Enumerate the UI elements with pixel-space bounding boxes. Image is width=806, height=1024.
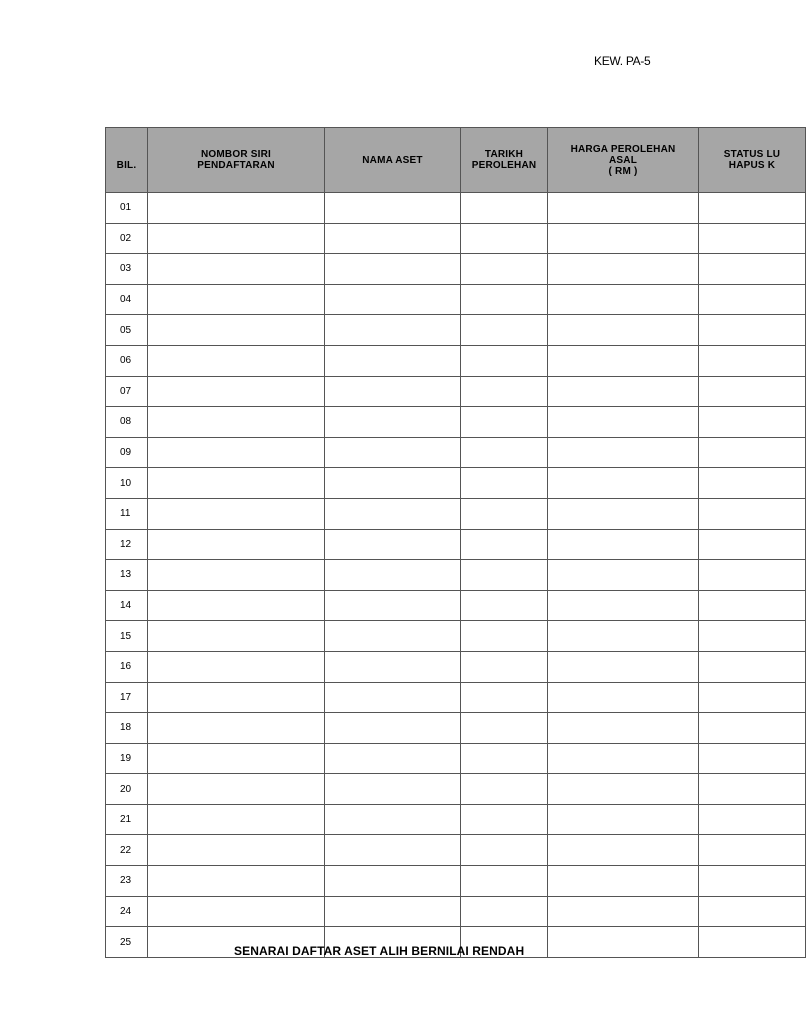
table-row	[106, 254, 806, 285]
harga-cell[interactable]	[548, 804, 699, 835]
bil-cell: 01	[106, 193, 148, 224]
tarikh-cell[interactable]	[461, 376, 548, 407]
table-caption: SENARAI DAFTAR ASET ALIH BERNILAI RENDAH	[234, 944, 525, 958]
nombor-siri-cell[interactable]	[148, 254, 325, 285]
nama-aset-cell[interactable]	[325, 560, 461, 591]
header-nombor-siri: NOMBOR SIRI PENDAFTARAN	[148, 128, 325, 193]
table-row	[106, 560, 806, 591]
table-row	[106, 315, 806, 346]
header-tarikh-perolehan: TARIKH PEROLEHAN	[461, 128, 548, 193]
table-row	[106, 651, 806, 682]
tarikh-cell[interactable]	[461, 743, 548, 774]
nombor-siri-cell[interactable]	[148, 896, 325, 927]
bil-cell: 07	[106, 376, 148, 407]
nama-aset-cell[interactable]	[325, 651, 461, 682]
table-row	[106, 713, 806, 744]
nombor-siri-cell[interactable]	[148, 529, 325, 560]
tarikh-cell[interactable]	[461, 315, 548, 346]
bil-cell: 09	[106, 437, 148, 468]
nombor-siri-cell[interactable]	[148, 651, 325, 682]
nombor-siri-cell[interactable]	[148, 468, 325, 499]
nombor-siri-cell[interactable]	[148, 590, 325, 621]
harga-cell[interactable]	[548, 621, 699, 652]
status-cell[interactable]	[699, 804, 806, 835]
status-cell[interactable]	[699, 315, 806, 346]
table-row	[106, 284, 806, 315]
bil-cell: 19	[106, 743, 148, 774]
tarikh-cell[interactable]	[461, 621, 548, 652]
harga-cell[interactable]	[548, 407, 699, 438]
status-cell[interactable]	[699, 345, 806, 376]
nama-aset-cell[interactable]	[325, 376, 461, 407]
table-row	[106, 866, 806, 897]
tarikh-cell[interactable]	[461, 468, 548, 499]
tarikh-cell[interactable]	[461, 254, 548, 285]
nama-aset-cell[interactable]	[325, 468, 461, 499]
tarikh-cell[interactable]	[461, 498, 548, 529]
table-row	[106, 223, 806, 254]
form-code: KEW. PA-5	[594, 54, 651, 68]
harga-cell[interactable]	[548, 560, 699, 591]
harga-cell[interactable]	[548, 682, 699, 713]
status-cell[interactable]	[699, 590, 806, 621]
nombor-siri-cell[interactable]	[148, 498, 325, 529]
nama-aset-cell[interactable]	[325, 529, 461, 560]
bil-cell: 06	[106, 345, 148, 376]
tarikh-cell[interactable]	[461, 774, 548, 805]
nama-aset-cell[interactable]	[325, 254, 461, 285]
harga-cell[interactable]	[548, 835, 699, 866]
nombor-siri-cell[interactable]	[148, 315, 325, 346]
bil-cell: 25	[106, 927, 148, 958]
status-cell[interactable]	[699, 927, 806, 958]
nama-aset-cell[interactable]	[325, 743, 461, 774]
harga-cell[interactable]	[548, 498, 699, 529]
table-row	[106, 468, 806, 499]
table-row	[106, 193, 806, 224]
bil-cell: 13	[106, 560, 148, 591]
tarikh-cell[interactable]	[461, 835, 548, 866]
tarikh-cell[interactable]	[461, 682, 548, 713]
nama-aset-cell[interactable]	[325, 345, 461, 376]
nombor-siri-cell[interactable]	[148, 713, 325, 744]
tarikh-cell[interactable]	[461, 651, 548, 682]
bil-cell: 12	[106, 529, 148, 560]
header-status: STATUS LU HAPUS K	[699, 128, 806, 193]
status-cell[interactable]	[699, 621, 806, 652]
asset-register-table	[105, 127, 806, 958]
bil-cell: 05	[106, 315, 148, 346]
harga-cell[interactable]	[548, 315, 699, 346]
tarikh-cell[interactable]	[461, 896, 548, 927]
tarikh-cell[interactable]	[461, 560, 548, 591]
bil-cell: 18	[106, 713, 148, 744]
tarikh-cell[interactable]	[461, 407, 548, 438]
nombor-siri-cell[interactable]	[148, 743, 325, 774]
nombor-siri-cell[interactable]	[148, 804, 325, 835]
tarikh-cell[interactable]	[461, 529, 548, 560]
harga-cell[interactable]	[548, 713, 699, 744]
table-row	[106, 498, 806, 529]
tarikh-cell[interactable]	[461, 345, 548, 376]
nombor-siri-cell[interactable]	[148, 437, 325, 468]
nombor-siri-cell[interactable]	[148, 345, 325, 376]
nama-aset-cell[interactable]	[325, 437, 461, 468]
status-cell[interactable]	[699, 407, 806, 438]
status-cell[interactable]	[699, 682, 806, 713]
nama-aset-cell[interactable]	[325, 590, 461, 621]
nombor-siri-cell[interactable]	[148, 407, 325, 438]
harga-cell[interactable]	[548, 254, 699, 285]
harga-cell[interactable]	[548, 651, 699, 682]
table-row	[106, 437, 806, 468]
nama-aset-cell[interactable]	[325, 223, 461, 254]
status-cell[interactable]	[699, 529, 806, 560]
header-harga-perolehan: HARGA PEROLEHAN ASAL ( RM )	[548, 128, 699, 193]
status-cell[interactable]	[699, 896, 806, 927]
nama-aset-cell[interactable]	[325, 407, 461, 438]
tarikh-cell[interactable]	[461, 713, 548, 744]
harga-cell[interactable]	[548, 284, 699, 315]
nombor-siri-cell[interactable]	[148, 223, 325, 254]
status-cell[interactable]	[699, 866, 806, 897]
status-cell[interactable]	[699, 560, 806, 591]
nombor-siri-cell[interactable]	[148, 560, 325, 591]
status-cell[interactable]	[699, 774, 806, 805]
nama-aset-cell[interactable]	[325, 284, 461, 315]
nama-aset-cell[interactable]	[325, 866, 461, 897]
harga-cell[interactable]	[548, 468, 699, 499]
table-row	[106, 376, 806, 407]
status-cell[interactable]	[699, 651, 806, 682]
status-cell[interactable]	[699, 713, 806, 744]
header-nama-aset: NAMA ASET	[325, 128, 461, 193]
table-row	[106, 682, 806, 713]
harga-cell[interactable]	[548, 927, 699, 958]
bil-cell: 03	[106, 254, 148, 285]
tarikh-cell[interactable]	[461, 866, 548, 897]
nama-aset-cell[interactable]	[325, 315, 461, 346]
nombor-siri-cell[interactable]	[148, 866, 325, 897]
bil-cell: 16	[106, 651, 148, 682]
harga-cell[interactable]	[548, 866, 699, 897]
status-cell[interactable]	[699, 468, 806, 499]
bil-cell: 04	[106, 284, 148, 315]
nama-aset-cell[interactable]	[325, 835, 461, 866]
tarikh-cell[interactable]	[461, 193, 548, 224]
table-row	[106, 590, 806, 621]
harga-cell[interactable]	[548, 743, 699, 774]
bil-cell: 15	[106, 621, 148, 652]
status-cell[interactable]	[699, 498, 806, 529]
bil-cell: 24	[106, 896, 148, 927]
harga-cell[interactable]	[548, 223, 699, 254]
nombor-siri-cell[interactable]	[148, 193, 325, 224]
harga-cell[interactable]	[548, 774, 699, 805]
tarikh-cell[interactable]	[461, 223, 548, 254]
table-row	[106, 835, 806, 866]
harga-cell[interactable]	[548, 193, 699, 224]
nombor-siri-cell[interactable]	[148, 621, 325, 652]
harga-cell[interactable]	[548, 437, 699, 468]
table-row	[106, 896, 806, 927]
nama-aset-cell[interactable]	[325, 193, 461, 224]
harga-cell[interactable]	[548, 345, 699, 376]
tarikh-cell[interactable]	[461, 804, 548, 835]
status-cell[interactable]	[699, 743, 806, 774]
harga-cell[interactable]	[548, 590, 699, 621]
nama-aset-cell[interactable]	[325, 682, 461, 713]
nombor-siri-cell[interactable]	[148, 376, 325, 407]
nama-aset-cell[interactable]	[325, 804, 461, 835]
bil-cell: 17	[106, 682, 148, 713]
nama-aset-cell[interactable]	[325, 498, 461, 529]
status-cell[interactable]	[699, 284, 806, 315]
table-row	[106, 345, 806, 376]
nama-aset-cell[interactable]	[325, 621, 461, 652]
bil-cell: 11	[106, 498, 148, 529]
bil-cell: 22	[106, 835, 148, 866]
nama-aset-cell[interactable]	[325, 713, 461, 744]
nama-aset-cell[interactable]	[325, 774, 461, 805]
tarikh-cell[interactable]	[461, 284, 548, 315]
nombor-siri-cell[interactable]	[148, 284, 325, 315]
status-cell[interactable]	[699, 437, 806, 468]
tarikh-cell[interactable]	[461, 590, 548, 621]
nombor-siri-cell[interactable]	[148, 682, 325, 713]
bil-cell: 10	[106, 468, 148, 499]
tarikh-cell[interactable]	[461, 437, 548, 468]
harga-cell[interactable]	[548, 376, 699, 407]
table-row	[106, 743, 806, 774]
nombor-siri-cell[interactable]	[148, 835, 325, 866]
table-body	[106, 193, 806, 958]
table-row	[106, 407, 806, 438]
bil-cell: 21	[106, 804, 148, 835]
table-row	[106, 621, 806, 652]
table-header-row	[106, 128, 806, 193]
bil-cell: 14	[106, 590, 148, 621]
harga-cell[interactable]	[548, 529, 699, 560]
status-cell[interactable]	[699, 223, 806, 254]
nombor-siri-cell[interactable]	[148, 774, 325, 805]
status-cell[interactable]	[699, 376, 806, 407]
status-cell[interactable]	[699, 193, 806, 224]
status-cell[interactable]	[699, 835, 806, 866]
bil-cell: 23	[106, 866, 148, 897]
bil-cell: 20	[106, 774, 148, 805]
harga-cell[interactable]	[548, 896, 699, 927]
table-row	[106, 804, 806, 835]
bil-cell: 02	[106, 223, 148, 254]
status-cell[interactable]	[699, 254, 806, 285]
header-bil: BIL.	[106, 128, 148, 193]
bil-cell: 08	[106, 407, 148, 438]
table-row	[106, 529, 806, 560]
nama-aset-cell[interactable]	[325, 896, 461, 927]
table-row	[106, 774, 806, 805]
